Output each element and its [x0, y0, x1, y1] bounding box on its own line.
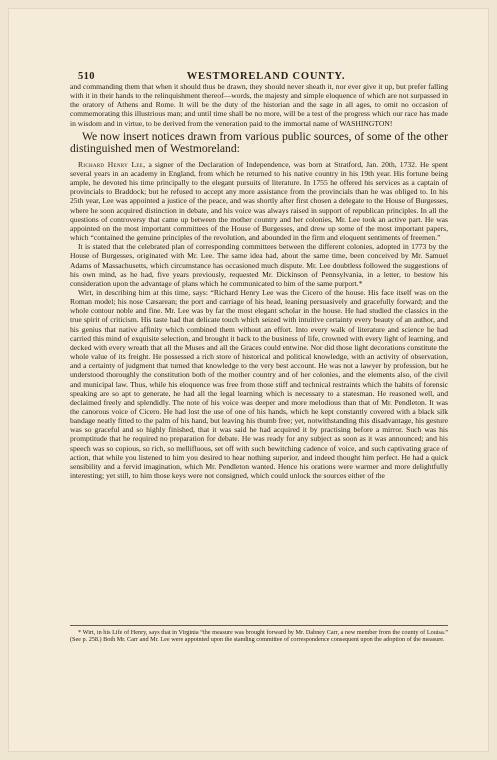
page-body — [70, 82, 448, 480]
paragraph-corresponding-committees: It is stated that the celebrated plan of corresponding committees between the different colonies, adopted in 1773 by the House of Burgesses, originated with Mr. Lee. The same idea had, about the same time, been conceived by Mr. Samuel Adams of Massachusetts, which circumstance has occasioned much dispute. Mr. Lee doubtless followed the suggestions of his own mind, as he had, five years previously, requested Mr. Dickinson of Pennsylvania, in a letter, to bestow his consideration upon the advantage of plans which he communicated to him of the same purport.* — [70, 242, 448, 288]
page-number: 510 — [78, 71, 95, 82]
running-title: WESTMORELAND COUNTY. — [186, 71, 346, 82]
section-intro-heading: We now insert notices drawn from various public sources, of some of the other distinguished men of Westmoreland: — [70, 129, 448, 156]
paragraph-lee-bio — [70, 160, 448, 242]
paragraph-wirt-description: Wirt, in describing him at this time, says: “Richard Henry Lee was the Cicero of the house. His face itself was on the Roman model; his nose Cæsarean; the port and carriage of his head, leaning persuasively and gracefully forward; and the whole contour noble and fine. Mr. Lee was by far the most elegant scholar in the house. He had studied the classics in the true spirit of criticism. His taste had that delicate touch which seized with intuitive certainty every beauty of an author, and his genius that native affinity which combined them without an effort. Into every walk of literature and science he had carried this mind of exquisite selection, and brought it back to the business of life, crowned with every light of learning, and decked with every wreath that all the Muses and all the Graces could entwine. Nor did those light decorations constitute the whole value of its freight. He possessed a rich store of historical and political knowledge, with an activity of observation, and a certainty of judgment that turned that knowledge to the very best account. He was not a lawyer by profession, but he understood thoroughly the constitution both of the mother country and of her colonies, and the elements also, of the civil and municipal law. Thus, while his eloquence was free from those stiff and technical restraints which the habits of forensic speaking are so apt to generate, he had all the legal learning which is necessary to a statesman. He reasoned well, and declaimed freely and splendidly. The note of his voice was deeper and more melodious than that of Mr. Pendleton. It was the canorous voice of Cicero. He had lost the use of one of his hands, which he kept constantly covered with a black silk bandage neatly fitted to the palm of his hand, but leaving his thumb free; yet, notwithstanding this disadvantage, his gesture was so graceful and so highly finished, that it was said he had acquired it by practising before a mirror. Such was his promptitude that he required no preparation for debate. He was ready for any subject as soon as it was announced; and his speech was so copious, so rich, so mellifluous, set off with such bewitching cadence of voice, and such captivating grace of action, that while you listened to him you desired to hear nothing superior, and indeed thought him perfect. He had a quick sensibility and a fervid imagination, which Mr. Pendleton wanted. Hence his orations were warmer and more delightfully interesting; yet still, to him those keys were not consigned, which could unlock the sources either of the — [70, 287, 448, 481]
paragraph-washington-close: and commanding them that when it should thus be drawn, they should never sheath it, nor ever give it up, but prefer falling with it in their hands to the relinquishment thereof—words, the majesty and simple eloquence of which are not surpassed in the oratory of Athens and Rome. It will be the duty of the historian and the sage in all ages, to omit no occasion of commemorating this illustrious man; and until time shall be no more, will be a test of the progress which our race has made in wisdom and in virtue, to be derived from the veneration paid to the immortal name of WASHINGTON! — [70, 82, 448, 128]
person-name-richard-henry-lee: Richard Henry Lee, — [78, 159, 146, 169]
footnote-divider — [70, 625, 448, 626]
footnote: * Wirt, in his Life of Henry, says that in Virginia “the measure was brought forward by Mr. Dabney Carr, a new member from the county of Louisa.” (See p. 258.) Both Mr. Carr and Mr. Lee were appointed upon the standing committee of correspondence consequent upon the adoption of the measure. — [70, 629, 448, 644]
paragraph-lee-bio-text: a signer of the Declaration of Independence, was born at Stratford, Jan. 20th, 1732. He spent several years in an academy in England, from which he returned to his native country in his 19th year. His fortune being ample, he devoted his time principally to the elegant pursuits of literature. In 1755 he offered his services as a captain of provincials to Braddock; but he refused to accept any more assistance from the provincials than he was obliged to. In his 25th year, Lee was appointed a justice of the peace, and was shortly after first chosen a delegate to the House of Burgesses, where he soon acquired distinction in debate, and his voice was always raised in support of republican principles. In all the questions of controversy that came up between the mother country and her colonies, Mr. Lee took an active part. He was appointed on the most important committees of the House of Burgesses, and drew up some of the most important papers, which “contained the genuine principles of the revolution, and abounded in the firm and eloquent sentiments of freemen.” — [70, 159, 448, 243]
